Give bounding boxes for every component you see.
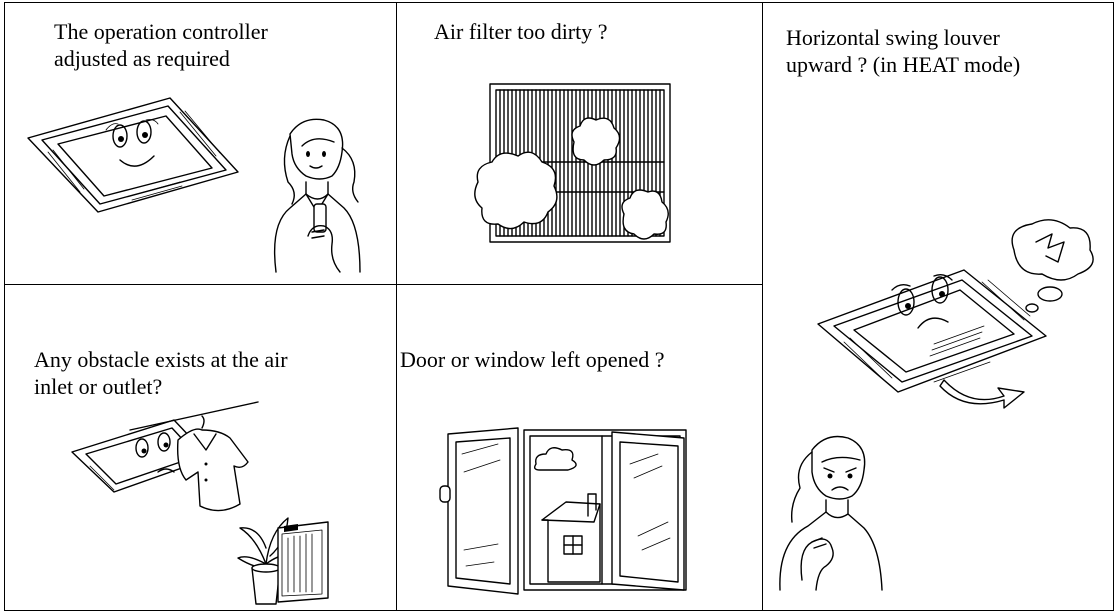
- open-window-icon: [438, 424, 698, 596]
- caption-operation-controller: The operation controller adjusted as required: [54, 19, 268, 71]
- shirt-hanging-icon: [70, 400, 270, 520]
- dirty-air-filter-icon: [470, 82, 680, 252]
- divider-col-2: [762, 2, 763, 611]
- divider-col-1: [396, 2, 397, 611]
- worried-woman-icon: [772, 430, 892, 600]
- divider-row: [4, 284, 762, 285]
- smiling-cassette-unit-icon: [20, 90, 250, 220]
- woman-with-remote-icon: [262, 112, 372, 277]
- caption-obstacle: Any obstacle exists at the air inlet or outlet?: [34, 347, 288, 399]
- caption-swing-louver: Horizontal swing louver upward ? (in HEAT mode): [786, 25, 1021, 77]
- unhappy-cassette-unit-icon: [814, 216, 1104, 416]
- outdoor-unit-icon: [268, 518, 338, 604]
- caption-door-window: Door or window left opened ?: [400, 347, 665, 372]
- caption-air-filter: Air filter too dirty ?: [434, 19, 608, 44]
